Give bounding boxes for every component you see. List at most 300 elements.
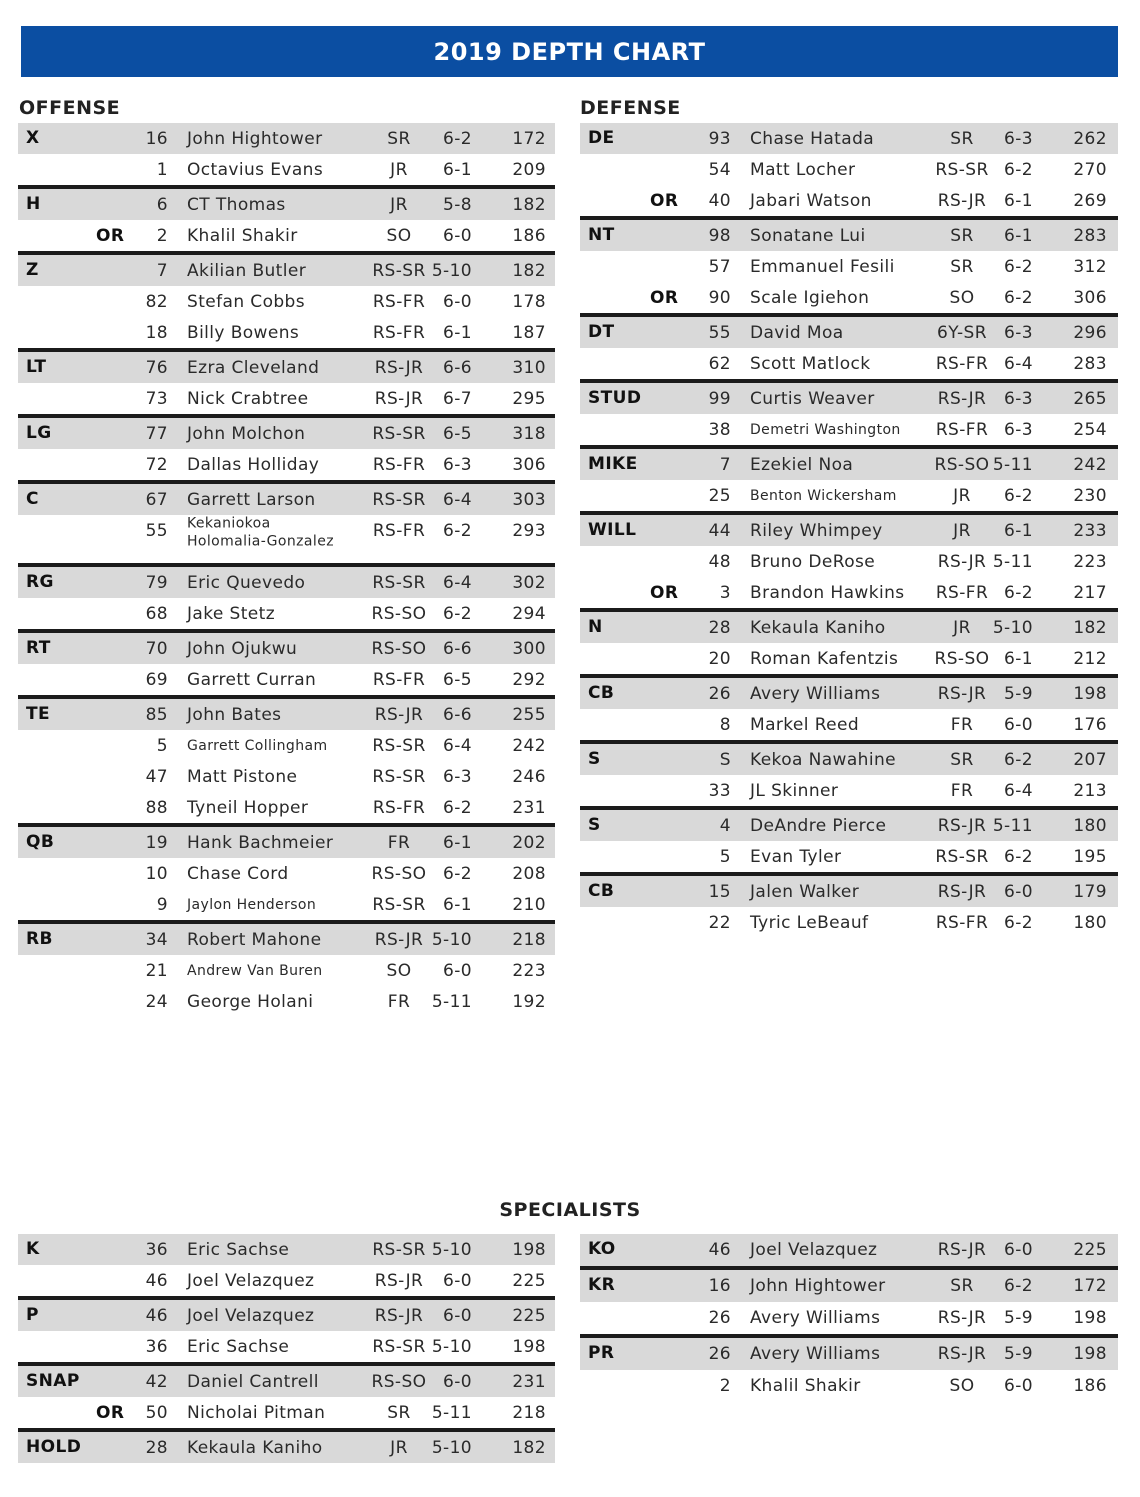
offense-depth-table [18,123,555,1017]
class-year: RS-SR [372,1239,426,1260]
weight: 182 [512,1437,546,1458]
jersey-number: 18 [145,322,168,343]
position-label: DE [588,128,615,148]
jersey-number: 21 [145,960,168,981]
player-name: Avery Williams [750,683,881,704]
position-label: P [26,1305,39,1325]
class-year: RS-JR [374,357,424,378]
player-name: DeAndre Pierce [750,815,887,836]
weight: 186 [512,225,546,246]
position-label: LG [26,423,52,443]
weight: 225 [512,1305,546,1326]
jersey-number: 22 [708,912,731,933]
player-name: Joel Velazquez [187,1270,315,1291]
height: 6-7 [443,388,472,409]
player-name: Eric Sachse [187,1239,290,1260]
height: 6-1 [443,159,472,180]
height: 5-10 [431,260,472,281]
jersey-number: 46 [708,1240,731,1260]
backup-row [18,1331,555,1362]
position-label: K [26,1239,40,1259]
class-year: RS-SO [371,638,427,659]
player-name: Tyric LeBeauf [750,912,869,933]
player-name: Octavius Evans [187,159,324,180]
position-group [580,876,1118,938]
position-group [580,220,1118,317]
player-name: Kekaula Kaniho [750,617,886,638]
class-year: RS-FR [935,582,989,603]
height: 6-1 [1004,648,1033,669]
position-label: RT [26,638,51,658]
class-year: RS-JR [374,1270,424,1291]
height: 6-2 [443,863,472,884]
weight: 230 [1073,485,1107,506]
position-label: HOLD [26,1437,82,1457]
weight: 303 [512,489,546,510]
starter-row [18,699,555,730]
height: 6-2 [1004,159,1033,180]
jersey-number: 50 [145,1402,168,1423]
jersey-number: 57 [708,256,731,277]
player-name: JL Skinner [750,780,839,801]
backup-row [18,598,555,629]
starter-row [18,255,555,286]
starter-row [580,383,1118,414]
position-label: RB [26,929,53,949]
player-name: Brandon Hawkins [750,582,905,603]
player-name: Sonatane Lui [750,225,866,246]
backup-row [18,1265,555,1296]
player-name: Curtis Weaver [750,388,875,409]
jersey-number: 82 [145,291,168,312]
weight: 182 [512,260,546,281]
weight: 198 [512,1336,546,1357]
backup-row [580,709,1118,740]
height: 6-2 [1004,1276,1033,1296]
weight: 180 [1073,912,1107,933]
position-group [18,827,555,924]
or-label: OR [650,190,679,211]
height: 6-4 [1004,780,1033,801]
backup-row [580,775,1118,806]
player-name: Riley Whimpey [750,520,883,541]
weight: 208 [512,863,546,884]
player-name: John Bates [187,704,282,725]
backup-row [580,154,1118,185]
class-year: 6Y-SR [937,322,987,343]
player-name: Tyneil Hopper [187,797,309,818]
weight: 202 [512,832,546,853]
position-label: PR [588,1343,615,1363]
starter-row [18,567,555,598]
jersey-number: 8 [719,714,731,735]
player-name: Jabari Watson [750,190,872,211]
height: 5-9 [1004,683,1033,704]
position-label: X [26,128,40,148]
weight: 283 [1073,225,1107,246]
class-year: RS-FR [372,322,426,343]
weight: 176 [1073,714,1107,735]
player-name: Demetri Washington [750,421,901,438]
height: 6-2 [443,128,472,149]
height: 6-2 [1004,256,1033,277]
position-label: MIKE [588,454,638,474]
jersey-number: 93 [708,128,731,149]
starter-row [18,827,555,858]
class-year: SR [950,1276,974,1296]
player-name: Nick Crabtree [187,388,309,409]
starter-row [580,876,1118,907]
class-year: RS-FR [372,454,426,475]
height: 6-3 [1004,128,1033,149]
position-group [18,633,555,699]
class-year: RS-FR [372,521,426,541]
player-name: Garrett Collingham [187,737,328,754]
page-title: 2019 DEPTH CHART [21,26,1118,77]
height: 6-2 [443,521,472,541]
position-label: CB [588,881,615,901]
class-year: RS-JR [374,929,424,950]
jersey-number: 36 [145,1239,168,1260]
player-name: Jalen Walker [750,881,860,902]
position-label: TE [26,704,51,724]
jersey-number: 4 [719,815,731,836]
player-name: Khalil Shakir [187,225,298,246]
position-label: WILL [588,520,637,540]
defense-heading: DEFENSE [580,97,681,119]
backup-row [18,858,555,889]
backup-row [580,348,1118,379]
class-year: RS-JR [374,1305,424,1326]
height: 6-0 [1004,1376,1033,1396]
player-name: Kekaniokoa [187,515,271,532]
weight: 295 [512,388,546,409]
height: 6-0 [443,225,472,246]
jersey-number: 88 [145,797,168,818]
class-year: JR [953,485,971,506]
position-group [18,255,555,352]
weight: 192 [512,991,546,1012]
class-year: SR [950,749,974,770]
height: 6-6 [443,704,472,725]
player-name: Garrett Curran [187,669,317,690]
player-name: Eric Quevedo [187,572,306,593]
height: 6-3 [1004,419,1033,440]
player-name: Benton Wickersham [750,487,897,504]
position-group [580,515,1118,612]
player-name: Jaylon Henderson [187,896,317,913]
position-group [580,1338,1118,1402]
class-year: SO [949,1376,975,1396]
class-year: RS-JR [937,1240,987,1260]
position-group [580,612,1118,678]
backup-row [18,515,555,563]
backup-row [580,1302,1118,1334]
class-year: RS-SR [935,846,989,867]
jersey-number: 69 [145,669,168,690]
class-year: RS-SR [372,572,426,593]
jersey-number: 55 [145,521,168,541]
weight: 182 [512,194,546,215]
height: 5-10 [431,1336,472,1357]
jersey-number: 72 [145,454,168,475]
height: 6-2 [1004,749,1033,770]
position-label: SNAP [26,1371,80,1391]
class-year: RS-FR [935,419,989,440]
height: 6-4 [443,489,472,510]
height: 6-3 [1004,388,1033,409]
player-name: Daniel Cantrell [187,1371,319,1392]
height: 6-5 [443,423,472,444]
class-year: RS-JR [937,1344,987,1364]
backup-row [580,185,1118,216]
height: 5-11 [992,551,1033,572]
position-group [580,123,1118,220]
weight: 223 [1073,551,1107,572]
height: 6-0 [1004,881,1033,902]
weight: 269 [1073,190,1107,211]
jersey-number: 79 [145,572,168,593]
class-year: RS-FR [935,353,989,374]
jersey-number: 19 [145,832,168,853]
backup-row [18,792,555,823]
height: 5-11 [992,454,1033,475]
backup-row [18,449,555,480]
height: 6-2 [1004,485,1033,506]
starter-row [18,924,555,955]
class-year: RS-SR [372,766,426,787]
class-year: RS-JR [937,190,987,211]
weight: 198 [1073,683,1107,704]
position-group [18,1366,555,1432]
starter-row [580,317,1118,348]
weight: 312 [1073,256,1107,277]
weight: 262 [1073,128,1107,149]
jersey-number: 38 [708,419,731,440]
weight: 198 [1073,1308,1107,1328]
starter-row [18,1300,555,1331]
class-year: RS-SO [934,454,990,475]
height: 6-4 [1004,353,1033,374]
backup-row [580,643,1118,674]
position-group [18,699,555,827]
height: 5-9 [1004,1308,1033,1328]
jersey-number: 34 [145,929,168,950]
weight: 223 [512,960,546,981]
player-name: CT Thomas [187,194,286,215]
position-group [18,352,555,418]
backup-row [18,1397,555,1428]
jersey-number: 54 [708,159,731,180]
jersey-number: 77 [145,423,168,444]
jersey-number: 20 [708,648,731,669]
backup-row [18,317,555,348]
jersey-number: 5 [719,846,731,867]
weight: 270 [1073,159,1107,180]
class-year: RS-SO [371,863,427,884]
class-year: SR [387,128,411,149]
backup-row [580,546,1118,577]
starter-row [580,515,1118,546]
or-label: OR [650,582,679,603]
jersey-number: 10 [145,863,168,884]
weight: 207 [1073,749,1107,770]
jersey-number: 16 [145,128,168,149]
height: 6-0 [443,1270,472,1291]
backup-row [18,154,555,185]
weight: 172 [1073,1276,1107,1296]
player-name: Kekaula Kaniho [187,1437,323,1458]
weight: 306 [1073,287,1107,308]
position-group [18,1234,555,1300]
player-name: Ezekiel Noa [750,454,854,475]
weight: 242 [1073,454,1107,475]
weight: 242 [512,735,546,756]
jersey-number: 70 [145,638,168,659]
class-year: RS-JR [937,815,987,836]
player-name: Avery Williams [750,1308,881,1328]
backup-row [580,841,1118,872]
class-year: RS-SR [372,735,426,756]
class-year: FR [950,714,974,735]
height: 6-6 [443,357,472,378]
player-name: Chase Hatada [750,128,875,149]
jersey-number: 85 [145,704,168,725]
starter-row [18,1366,555,1397]
weight: 209 [512,159,546,180]
height: 6-2 [1004,912,1033,933]
class-year: SO [386,225,412,246]
backup-row [18,986,555,1017]
jersey-number: 33 [708,780,731,801]
jersey-number: 44 [708,520,731,541]
jersey-number: 67 [145,489,168,510]
class-year: SO [386,960,412,981]
height: 6-0 [443,1371,472,1392]
player-name: Joel Velazquez [187,1305,315,1326]
position-group [580,383,1118,449]
jersey-number: 15 [708,881,731,902]
class-year: SR [950,225,974,246]
weight: 172 [512,128,546,149]
weight: 233 [1073,520,1107,541]
position-group [18,484,555,567]
player-name: Andrew Van Buren [187,962,323,979]
jersey-number: 98 [708,225,731,246]
weight: 186 [1073,1376,1107,1396]
class-year: JR [390,159,408,180]
starter-row [580,449,1118,480]
height: 6-0 [1004,714,1033,735]
height: 6-0 [443,1305,472,1326]
backup-row [580,251,1118,282]
weight: 302 [512,572,546,593]
position-group [18,567,555,633]
jersey-number: 26 [708,1344,731,1364]
player-name: John Hightower [750,1276,886,1296]
weight: 225 [512,1270,546,1291]
class-year: RS-JR [374,704,424,725]
backup-row [580,1370,1118,1402]
class-year: RS-FR [372,291,426,312]
player-name: Khalil Shakir [750,1376,861,1396]
weight: 231 [512,797,546,818]
weight: 231 [512,1371,546,1392]
height: 6-1 [1004,225,1033,246]
class-year: RS-FR [935,912,989,933]
player-name: George Holani [187,991,314,1012]
class-year: FR [387,832,411,853]
player-name: Eric Sachse [187,1336,290,1357]
starter-row [580,744,1118,775]
weight: 195 [1073,846,1107,867]
weight: 294 [512,603,546,624]
weight: 246 [512,766,546,787]
weight: 292 [512,669,546,690]
backup-row [18,220,555,251]
weight: 217 [1073,582,1107,603]
or-label: OR [96,225,125,246]
position-label: QB [26,832,55,852]
height: 6-3 [1004,322,1033,343]
class-year: RS-SO [371,1371,427,1392]
position-group [18,418,555,484]
starter-row [18,352,555,383]
position-group [18,189,555,255]
position-label: H [26,194,41,214]
position-label: CB [588,683,615,703]
jersey-number: 99 [708,388,731,409]
height: 6-3 [443,766,472,787]
height: 5-11 [431,1402,472,1423]
starter-row [18,418,555,449]
starter-row [18,1432,555,1463]
player-name: Hank Bachmeier [187,832,334,853]
weight: 198 [1073,1344,1107,1364]
jersey-number: 36 [145,1336,168,1357]
starter-row [580,1234,1118,1266]
height: 6-5 [443,669,472,690]
weight: 255 [512,704,546,725]
class-year: SO [949,287,975,308]
player-name: Chase Cord [187,863,289,884]
height: 5-11 [992,815,1033,836]
player-name: Billy Bowens [187,322,300,343]
starter-row [580,123,1118,154]
starter-row [580,1270,1118,1302]
position-group [18,924,555,1017]
class-year: JR [390,1437,408,1458]
player-name: Roman Kafentzis [750,648,899,669]
position-label: N [588,617,603,637]
backup-row [580,282,1118,313]
jersey-number: 6 [156,194,168,215]
class-year: RS-SR [372,260,426,281]
player-name: Evan Tyler [750,846,842,867]
weight: 218 [512,929,546,950]
weight: 178 [512,291,546,312]
starter-row [580,612,1118,643]
starter-row [18,633,555,664]
player-name: Stefan Cobbs [187,291,306,312]
defense-depth-table [580,123,1118,938]
weight: 254 [1073,419,1107,440]
position-label: S [588,749,601,769]
jersey-number: 16 [708,1276,731,1296]
specialists-right-table [580,1234,1118,1402]
height: 6-1 [443,322,472,343]
position-label: KO [588,1239,616,1259]
